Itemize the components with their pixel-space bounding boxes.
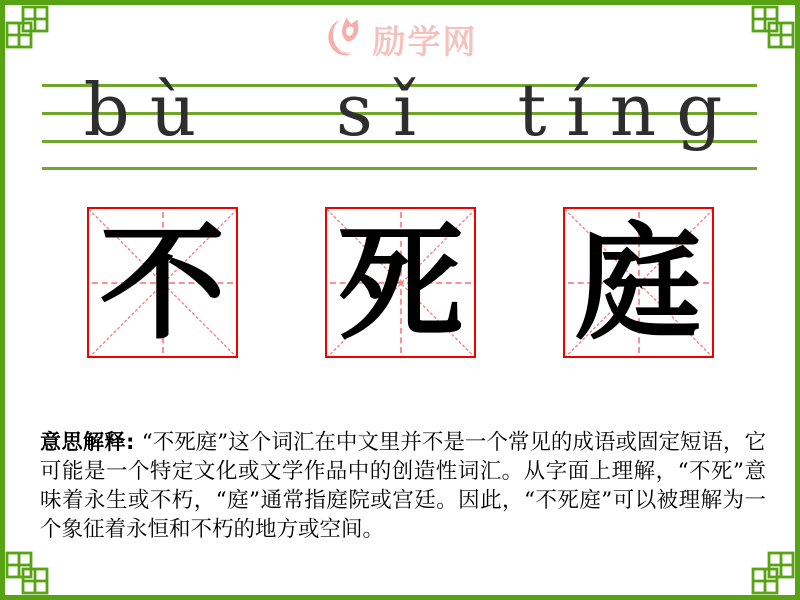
character-glyph: 庭 [575,208,702,357]
character-grid-box [563,207,714,358]
pinyin-syllable: bù [83,68,217,152]
character-grid-box [87,207,238,358]
fox-swirl-icon [323,14,369,64]
explanation-text: “不死庭”这个词汇在中文里并不是一个常见的成语或固定短语，它可能是一个特定文化或文学作品中的创造性词汇。从字面上理解，“不死”意味着永生或不朽，“庭”通常指庭院或宫廷。因此，“不死庭”可以被理解为一个象征着永恒和不朽的地方或空间。 [40,429,766,542]
brand-logo [323,14,478,64]
character-glyph: 不 [99,208,226,357]
lattice-corner-icon [5,540,60,595]
logo-text: 励学网 [372,21,478,61]
lattice-corner-icon [740,540,795,595]
pinyin-syllable: sǐ [335,68,437,152]
lattice-corner-icon [740,5,795,60]
pinyin-staff-line [42,167,757,170]
character-grid-box [325,207,476,358]
explanation-label: 意思解释: [40,429,135,454]
character-glyph: 死 [337,208,464,357]
explanation-paragraph [40,428,766,544]
pinyin-syllable: tíng [517,68,743,152]
lattice-corner-icon [5,5,60,60]
